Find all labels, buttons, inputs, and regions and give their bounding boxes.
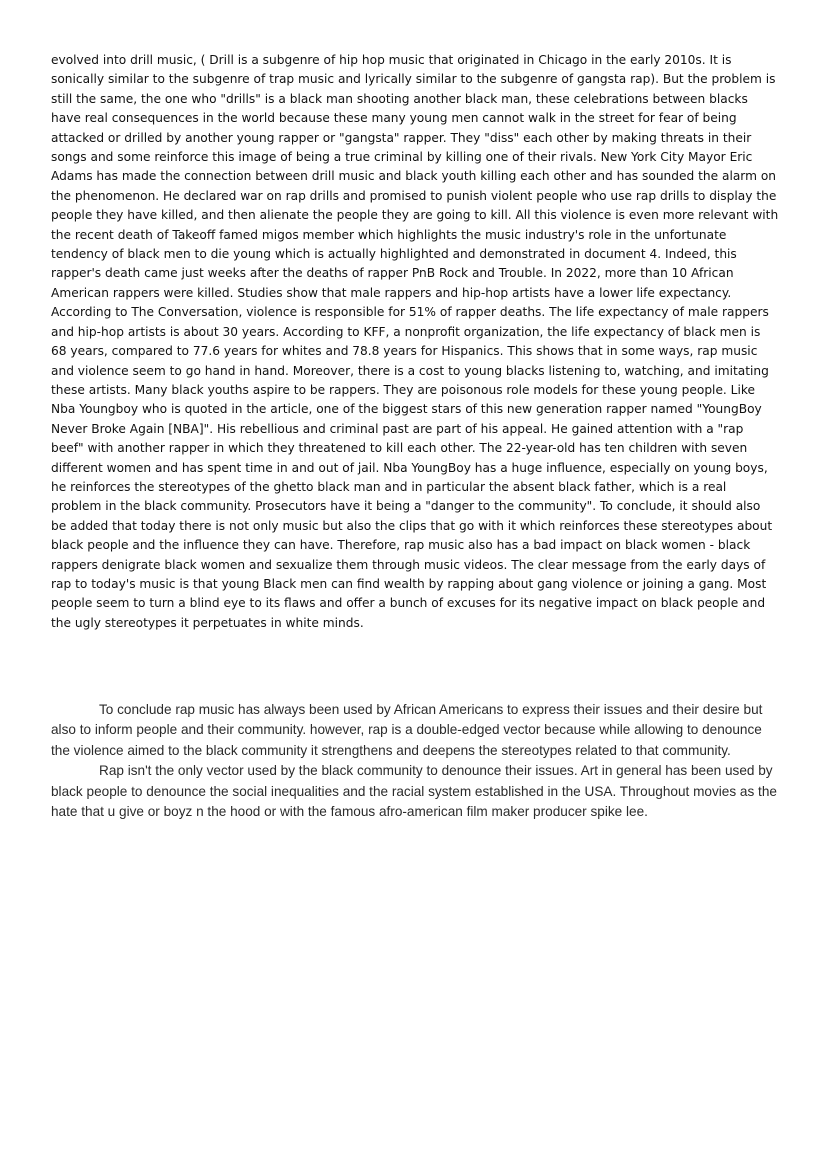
conclusion-paragraph-2: Rap isn't the only vector used by the black community to denounce their issues. Art in general has been used by black people to denounce the social inequalities and the racial system established in the USA. Throughout movies as the hate that u give or boyz n the hood or with the famous afro-american film maker producer spike lee. — [51, 763, 777, 820]
conclusion-section — [51, 700, 781, 822]
conclusion-paragraph-1: To conclude rap music has always been used by African Americans to express their issues and their desire but also to inform people and their community. however, rap is a double-edged vector because while allowing to denounce the violence aimed to the black community it strengthens and deepens the stereotypes related to that community. — [51, 702, 763, 758]
body-paragraph: evolved into drill music, ( Drill is a subgenre of hip hop music that originated in Chicago in the early 2010s. It is sonically similar to the subgenre of trap music and lyrically similar to the subgenre of gangsta rap). But the problem is still the same, the one who "drills" is a black man shooting another black man, these celebrations between blacks have real consequences in the world because these many young men cannot walk in the street for fear of being attacked or drilled by another young rapper or "gangsta" rapper. They "diss" each other by making threats in their songs and some reinforce this image of being a true criminal by killing one of their rivals. New York City Mayor Eric Adams has made the connection between drill music and black youth killing each other and has sounded the alarm on the phenomenon. He declared war on rap drills and promised to punish violent people who use rap drills to display the people they have killed, and then alienate the people they are going to kill. All this violence is even more relevant with the recent death of Takeoff famed migos member which highlights the music industry's role in the unfortunate tendency of black men to die young which is actually highlighted and demonstrated in document 4. Indeed, this rapper's death came just weeks after the deaths of rapper PnB Rock and Trouble. In 2022, more than 10 African American rappers were killed. Studies show that male rappers and hip-hop artists have a lower life expectancy. According to The Conversation, violence is responsible for 51% of rapper deaths. The life expectancy of male rappers and hip-hop artists is about 30 years. According to KFF, a nonprofit organization, the life expectancy of black men is 68 years, compared to 77.6 years for whites and 78.8 years for Hispanics. This shows that in some ways, rap music and violence seem to go hand in hand. Moreover, there is a cost to young blacks listening to, watching, and imitating these artists. Many black youths aspire to be rappers. They are poisonous role models for these young people. Like Nba Youngboy who is quoted in the article, one of the biggest stars of this new generation rapper named "YoungBoy Never Broke Again [NBA]". His rebellious and criminal past are part of his appeal. He gained attention with a "rap beef" with another rapper in which they threatened to kill each other. The 22-year-old has ten children with seven different women and has spent time in and out of jail. Nba YoungBoy has a huge influence, especially on young boys, he reinforces the stereotypes of the ghetto black man and in particular the absent black father, which is a real problem in the black community. Prosecutors have it being a "danger to the community". To conclude, it should also be added that today there is not only music but also the clips that go with it which reinforces these stereotypes about black people and the influence they can have. Therefore, rap music also has a bad impact on black women - black rappers denigrate black women and sexualize them through music videos. The clear message from the early days of rap to today's music is that young Black men can find wealth by rapping about gang violence or joining a gang. Most people seem to turn a blind eye to its flaws and offer a bunch of excuses for its negative impact on black people and the ugly stereotypes it perpetuates in white minds. — [51, 53, 779, 630]
